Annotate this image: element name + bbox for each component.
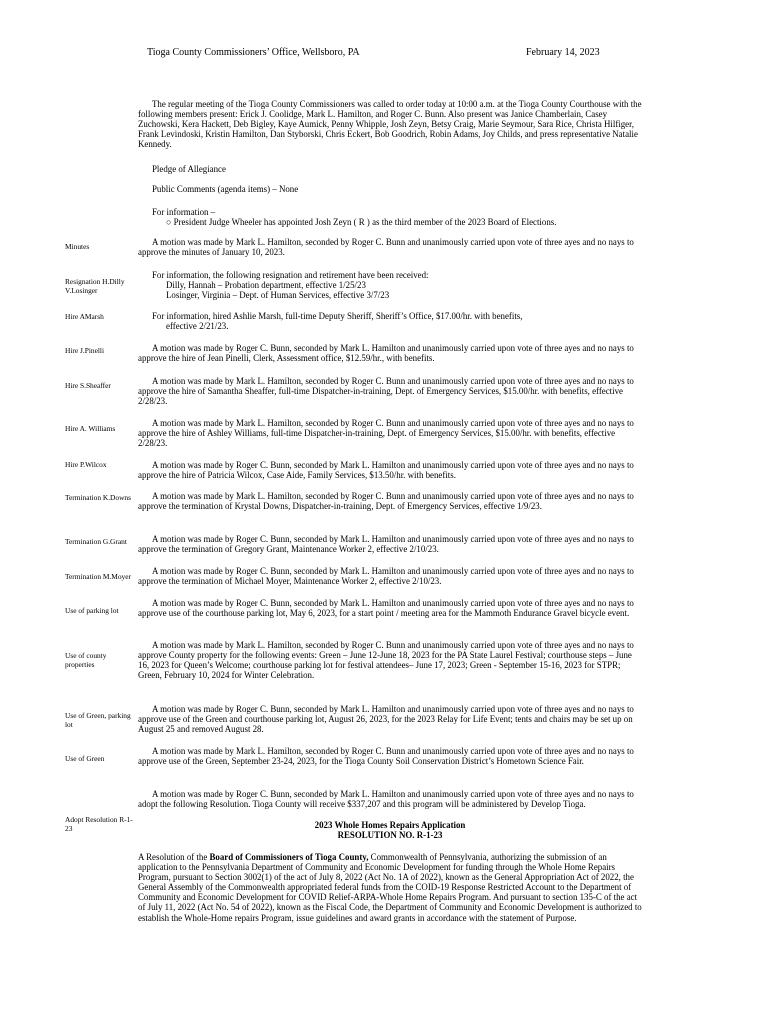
- margin-note: Adopt Resolution R-1-23: [65, 815, 133, 833]
- margin-note: Minutes: [65, 242, 90, 251]
- resolution-number: RESOLUTION NO. R-1-23: [337, 830, 443, 840]
- termination-moyer-motion: A motion was made by Roger C. Bunn, seconded by Mark L. Hamilton and unanimously carried upon vote of three ayes and no nays to approve the termination of Michael Moyer, Maintenance Worker 2, effective 2/10/23.: [138, 566, 634, 587]
- hire-marsh-info: For information, hired Ashlie Marsh, full-time Deputy Sheriff, Sheriff’s Office, $17.00/hr. with benefits,: [152, 311, 523, 321]
- margin-note: Hire P.Wilcox: [65, 460, 107, 469]
- page-header-date: February 14, 2023: [526, 47, 600, 58]
- retirement-line: Losinger, Virginia – Dept. of Human Services, effective 3/7/23: [166, 290, 390, 300]
- science-fair-motion: A motion was made by Mark L. Hamilton, seconded by Roger C. Bunn and unanimously carried upon vote of three ayes and no nays to approve use of the Green, September 23-24, 2023, for the Tioga County Soil Conservation District’s Hometown Science Fair.: [138, 746, 634, 767]
- adopt-resolution-motion: A motion was made by Roger C. Bunn, seconded by Mark L. Hamilton and unanimously carried upon vote of three ayes and no nays to adopt the following Resolution. Tioga County will receive $337,207 and this program will be administered by Develop Tioga.: [138, 789, 634, 810]
- resignation-line: Dilly, Hannah – Probation department, effective 1/25/23: [166, 280, 366, 290]
- margin-note: Termination G.Grant: [65, 537, 127, 546]
- resignation-intro: For information, the following resignation and retirement have been received:: [152, 270, 429, 280]
- margin-note: Use of county properties: [65, 651, 107, 669]
- resolution-text-start: A Resolution of the: [138, 852, 210, 862]
- hire-williams-motion: A motion was made by Mark L. Hamilton, seconded by Roger C. Bunn and unanimously carried upon vote of three ayes and no nays to approve the hire of Ashley Williams, full-time Dispatcher-in-training, Dept. of Emergency Services, $15.00/hr. with benefits, effective 2/28/23.: [138, 418, 634, 449]
- resolution-title: 2023 Whole Homes Repairs Application: [314, 820, 466, 830]
- for-information-title: For information –: [152, 207, 216, 217]
- termination-grant-motion: A motion was made by Roger C. Bunn, seconded by Mark L. Hamilton and unanimously carried upon vote of three ayes and no nays to approve the termination of Gregory Grant, Maintenance Worker 2, effective 2/10/23.: [138, 534, 634, 555]
- relay-for-life-motion: A motion was made by Roger C. Bunn, seconded by Mark L. Hamilton and unanimously carried upon vote of three ayes and no nays to approve use of the Green and courthouse parking lot, August 26, 2023, for the 2023 Relay for Life Event; tents and chairs may be set up on August 25 and removed August 28.: [138, 704, 634, 735]
- margin-note: Hire AMarsh: [65, 312, 104, 321]
- bullet-text: President Judge Wheeler has appointed Josh Zeyn ( R ) as the third member of the 2023 Board of Elections.: [173, 217, 557, 227]
- termination-downs-motion: A motion was made by Mark L. Hamilton, seconded by Roger C. Bunn and unanimously carried upon vote of three ayes and no nays to approve the termination of Krystal Downs, Dispatcher-in-training, Dept. of Emergency Services, effective 1/9/23.: [138, 491, 634, 512]
- hire-wilcox-motion: A motion was made by Roger C. Bunn, seconded by Mark L. Hamilton and unanimously carried upon vote of three ayes and no nays to approve the hire of Patricia Wilcox, Case Aide, Family Services, $13.50/hr. with benefits.: [138, 460, 634, 481]
- hollow-bullet-icon: ○: [166, 217, 172, 227]
- resolution-board-name: Board of Commissioners of Tioga County,: [209, 852, 369, 862]
- margin-note: Termination M.Moyer: [65, 572, 131, 581]
- hire-sheaffer-motion: A motion was made by Mark L. Hamilton, seconded by Roger C. Bunn and unanimously carried upon vote of three ayes and no nays to approve the hire of Samantha Sheaffer, full-time Dispatcher-in-training, Dept. of Emergency Services, $15.00/hr. with benefits, effective 2/28/23.: [138, 376, 634, 407]
- margin-note: Hire A. Williams: [65, 424, 116, 433]
- margin-note: Termination K.Downs: [65, 493, 131, 502]
- for-information-bullet: [166, 217, 646, 227]
- resolution-text-rest: Commonwealth of Pennsylvania, authorizing the submission of an application to the Pennsylvania Department of Community and Economic Development for funding through the Whole Home Repairs Program, pursuant to Section 3002(1) of the act of July 8, 2022 (Act No. 1A of 2022), known as the General Appropriation Act of 2022, the General Assembly of the Commonwealth appropriated federal funds from the COID-19 Response Restricted Account to the Department of Community and Economic Development for COVID Relief-ARPA-Whole Home Repairs Program. And pursuant to section 135-C of the act of July 11, 2022 (Act No. 54 of 2022), known as the Fiscal Code, the Department of Community and Economic Development is authorized to establish the Whole-Home repairs Program, issue guidelines and award grants in accordance with the statement of Purpose.: [138, 852, 642, 923]
- margin-note: Hire S.Sheaffer: [65, 381, 111, 390]
- pledge: Pledge of Allegiance: [152, 164, 226, 174]
- hire-pinelli-motion: A motion was made by Roger C. Bunn, seconded by Mark L. Hamilton and unanimously carried upon vote of three ayes and no nays to approve the hire of Jean Pinelli, Clerk, Assessment office, $12.59/hr., with benefits.: [138, 343, 634, 364]
- public-comments: Public Comments (agenda items) – None: [152, 184, 299, 194]
- minutes-motion: A motion was made by Mark L. Hamilton, seconded by Roger C. Bunn and unanimously carried upon vote of three ayes and no nays to approve the minutes of January 10, 2023.: [138, 237, 634, 258]
- parking-lot-motion: A motion was made by Roger C. Bunn, seconded by Mark L. Hamilton and unanimously carried upon vote of three ayes and no nays to approve use of the courthouse parking lot, May 6, 2023, for a start point / meeting area for the Mammoth Endurance Gravel bicycle event.: [138, 598, 634, 619]
- margin-note: Use of Green, parking lot: [65, 711, 131, 729]
- margin-note: Use of Green: [65, 754, 105, 763]
- intro-paragraph: The regular meeting of the Tioga County Commissioners was called to order today at 10:00 a.m. at the Tioga County Courthouse with the following members present: Erick J. Coolidge, Mark L. Hamilton, and Roger C. Bunn. Also present was Janice Chamberlain, Casey Zuchowski, Kera Hackett, Deb Bigley, Kaye Aumick, Penny Whipple, Josh Zeyn, Betsy Craig, Marie Seymour, Sara Rice, Christa Hilfiger, Frank Levindoski, Kristin Hamilton, Dan Styborski, Chris Eckert, Bob Goodrich, Robin Adams, Joy Childs, and press representative Natalie Kennedy.: [138, 99, 642, 150]
- margin-note: Resignation H.Dilly V.Losinger: [65, 277, 125, 295]
- resolution-paragraph: [138, 852, 642, 923]
- county-properties-motion: A motion was made by Mark L. Hamilton, seconded by Roger C. Bunn and unanimously carried upon vote of three ayes and no nays to approve County property for the following events: Green – June 12-June 18, 2023 for the PA State Laurel Festival; courthouse steps – June 16, 2023 for Queen’s Welcome; courthouse parking lot for festival attendees– June 17, 2023; Green - September 15-16, 2023 for STPR; Green, February 10, 2024 for Winter Celebration.: [138, 640, 634, 681]
- hire-marsh-effective: effective 2/21/23.: [166, 321, 229, 331]
- margin-note: Hire J.Pinelli: [65, 346, 105, 355]
- margin-note: Use of parking lot: [65, 606, 119, 615]
- page-header-left: Tioga County Commissioners’ Office, Wellsboro, PA: [147, 47, 360, 58]
